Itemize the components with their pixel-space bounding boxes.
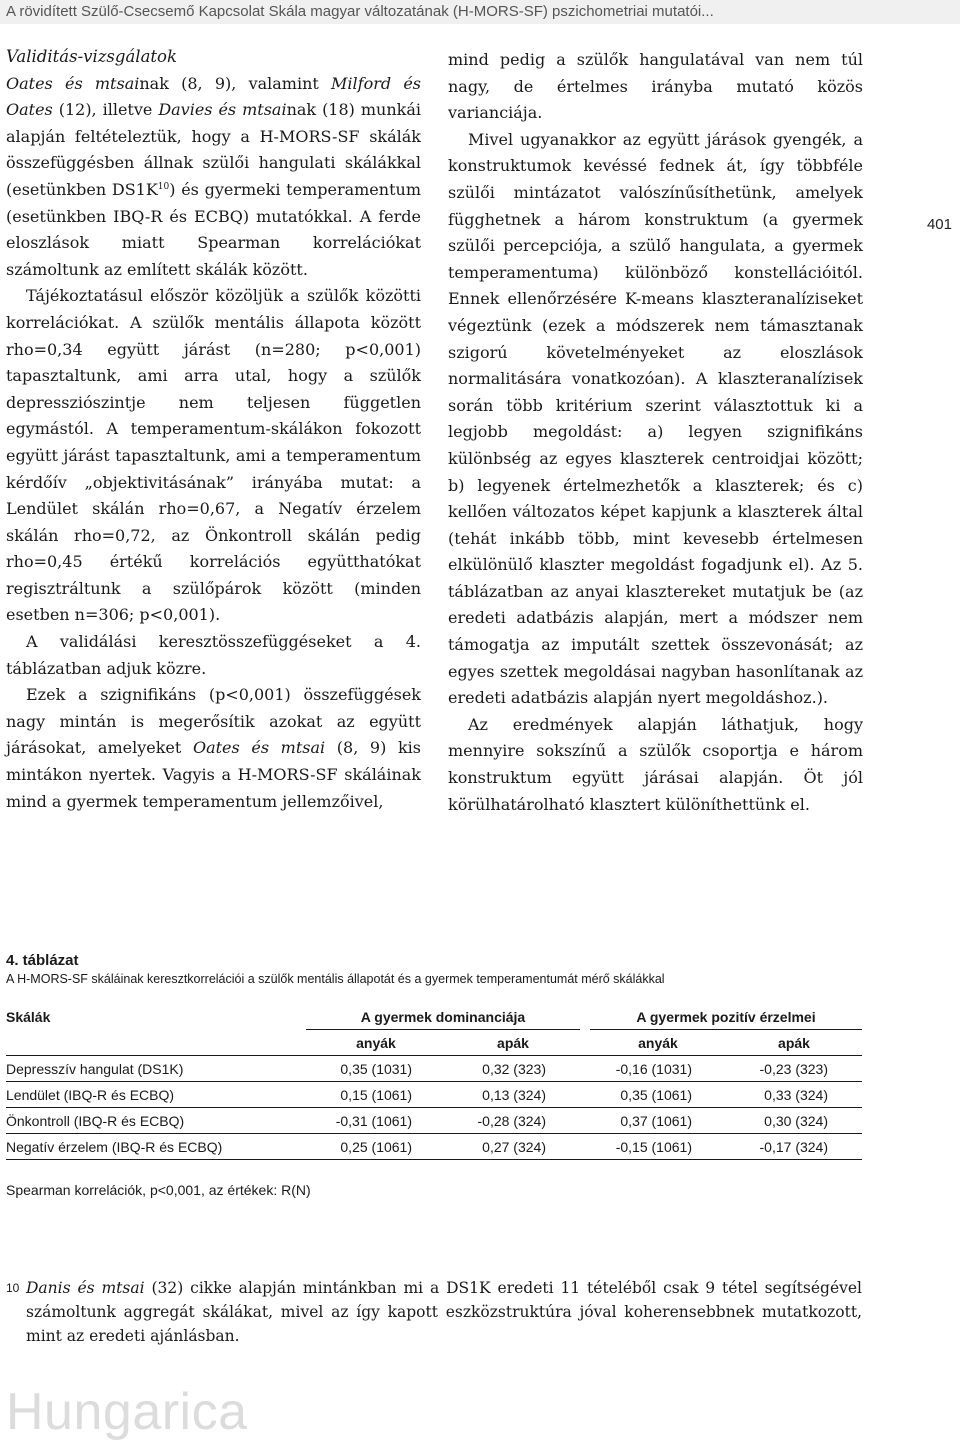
paragraph-table-reference: A validálási keresztösszefüggéseket a 4. táblázatban adjuk közre. bbox=[6, 632, 421, 678]
table-cell: -0,23 (323) bbox=[726, 1056, 862, 1082]
subheader-fathers: apák bbox=[446, 1030, 580, 1056]
table-cell: 0,27 (324) bbox=[446, 1134, 580, 1160]
paragraph-cluster-analysis: Mivel ugyanakkor az együtt járások gyengék, a konstruktumok kevéssé fednek át, így többféle szülői mintázatot valószínűsíthetünk, amelyek függhetnek a három konstruktum (a gyermek szülői percepciója, a szülő hangulata, a gyermek temperamentuma) különböző konstellációitól. Ennek ellenőrzésére K-means klaszteranalíziseket végeztünk (ezek a módszerek nem támasztanak szigorú követelményeket az eloszlások normalitására vonatkozóan). A klaszteranalízisek során több kritérium szerint választottuk ki a legjobb megoldást: a) legyen szignifikáns különbség az egyes klaszterek centroidjai között; b) legyenek értelmezhetők a klaszterek; és c) kellően változatos képet kapjunk a klaszterek által (tehát inkább több, mint kevesebb értelmesen elkülönülő klaszter megoldást fogadjunk el). Az 5. táblázatban az anyai klasztereket mutatjuk be (az eredeti adatbázis alapján, mert a módszer nem támogatja az imputált szettek összevonását; az egyes szettek megoldásai nagyban hasonlítanak az eredeti adatbázis alapján nyert megoldáshoz.). bbox=[448, 129, 863, 708]
table-row bbox=[6, 1082, 862, 1108]
row-label: Lendület (IBQ-R és ECBQ) bbox=[6, 1082, 306, 1108]
footnote-ref: 10 bbox=[157, 181, 170, 192]
table-cell: 0,37 (1061) bbox=[590, 1108, 726, 1134]
table-cell: -0,28 (324) bbox=[446, 1108, 580, 1134]
paragraph-validity-intro: Oates és mtsainak (8, 9), valamint Milford és Oates (12), illetve Davies és mtsainak (18) munkái alapján feltételeztük, hogy a H-MORS-SF skálák összefüggésben állnak szülői hangulati skálákkal (esetünkben $DS1K^{10}$) és gyermeki temperamentum (esetünkben IBQ-R és ECBQ) mutatókkal. A ferde eloszlások miatt Spearman korrelációkat számoltunk az említett skálák között. bbox=[6, 73, 422, 279]
paragraph-results: Az eredmények alapján láthatjuk, hogy mennyire sokszínű a szülők csoportja e három konstruktum együtt járásai alapján. Öt jól körülhatárolható klasztert különíthettünk el. bbox=[448, 714, 863, 814]
table-cell: -0,31 (1061) bbox=[306, 1108, 446, 1134]
footnote-text: Danis és mtsai (32) cikke alapján mintánkban mi a DS1K eredeti 11 tételéből csak 9 tétel segítségével számoltunk aggregát skálákat, mivel az így kapott eszközstruktúra jóval koherensebbnek mutatkozott, mint az eredeti ajánlásban. bbox=[26, 1279, 863, 1345]
paragraph-variance: mind pedig a szülők hangulatával van nem túl nagy, de értelmes irányba mutató közös varianciája. bbox=[448, 50, 863, 123]
footnote bbox=[6, 1276, 862, 1348]
column-group-dominance: A gyermek dominanciája bbox=[306, 1004, 580, 1030]
table-note: Spearman korrelációk, p<0,001, az értékek: R(N) bbox=[6, 1182, 311, 1198]
table-title: 4. táblázat bbox=[6, 952, 79, 969]
footnote-number: 10 bbox=[6, 1281, 20, 1295]
row-label: Depresszív hangulat (DS1K) bbox=[6, 1056, 306, 1082]
paragraph-significance: Ezek a szignifikáns (p<0,001) összefüggések nagy mintán is megerősítik azokat az együtt járásokat, amelyeket Oates és mtsai (8, 9) kis mintákon nyertek. Vagyis a H-MORS-SF skáláinak mind a gyermek temperamentum jellemzőivel, bbox=[6, 685, 421, 811]
right-column bbox=[448, 47, 863, 818]
table-cell: 0,13 (324) bbox=[446, 1082, 580, 1108]
table-row bbox=[6, 1056, 862, 1082]
correlation-table bbox=[6, 1004, 862, 1160]
page-number: 401 bbox=[926, 216, 952, 233]
row-label: Önkontroll (IBQ-R és ECBQ) bbox=[6, 1108, 306, 1134]
table-cell: 0,25 (1061) bbox=[306, 1134, 446, 1160]
subheader-mothers: anyák bbox=[590, 1030, 726, 1056]
column-group-positive-emotions: A gyermek pozitív érzelmei bbox=[590, 1004, 862, 1030]
row-label: Negatív érzelem (IBQ-R és ECBQ) bbox=[6, 1134, 306, 1160]
table-cell: 0,33 (324) bbox=[726, 1082, 862, 1108]
table-cell: -0,15 (1061) bbox=[590, 1134, 726, 1160]
subheader-mothers: anyák bbox=[306, 1030, 446, 1056]
left-column bbox=[6, 44, 421, 815]
subheader-fathers: apák bbox=[726, 1030, 862, 1056]
table-row bbox=[6, 1134, 862, 1160]
journal-watermark: Hungarica bbox=[6, 1383, 248, 1441]
table-4 bbox=[6, 952, 862, 1198]
section-heading: Validitás-vizsgálatok bbox=[6, 47, 177, 66]
table-cell: 0,15 (1061) bbox=[306, 1082, 446, 1108]
table-cell: 0,32 (323) bbox=[446, 1056, 580, 1082]
table-cell: 0,30 (324) bbox=[726, 1108, 862, 1134]
column-header-skalak: Skálák bbox=[6, 1008, 51, 1025]
table-caption: A H-MORS-SF skáláinak keresztkorrelációi a szülők mentális állapotát és a gyermek temperamentumát mérő skálákkal bbox=[6, 972, 665, 986]
table-cell: 0,35 (1031) bbox=[306, 1056, 446, 1082]
paragraph-parent-correlations: Tájékoztatásul először közöljük a szülők közötti korrelációkat. A szülők mentális állapota között rho=0,34 együtt járást (n=280; p<0,001) tapasztaltunk, ami arra utal, hogy a szülők depressziószintje nem teljesen független egymástól. A temperamentum-skálákon fokozott együtt járást tapasztaltunk, ami a temperamentum kérdőív „objektivitásának” irányába mutat: a Lendület skálán rho=0,67, a Negatív érzelem skálán rho=0,72, az Önkontroll skálán pedig rho=0,45 értékű korrelációs együtthatókat regisztráltunk a szülőpárok között (minden esetben n=306; p<0,001). bbox=[6, 286, 421, 625]
table-cell: 0,35 (1061) bbox=[590, 1082, 726, 1108]
table-row bbox=[6, 1108, 862, 1134]
table-cell: -0,17 (324) bbox=[726, 1134, 862, 1160]
table-cell: -0,16 (1031) bbox=[590, 1056, 726, 1082]
running-header: A rövidített Szülő-Csecsemő Kapcsolat Skála magyar változatának (H-MORS-SF) pszichometriai mutatói... bbox=[0, 0, 960, 24]
